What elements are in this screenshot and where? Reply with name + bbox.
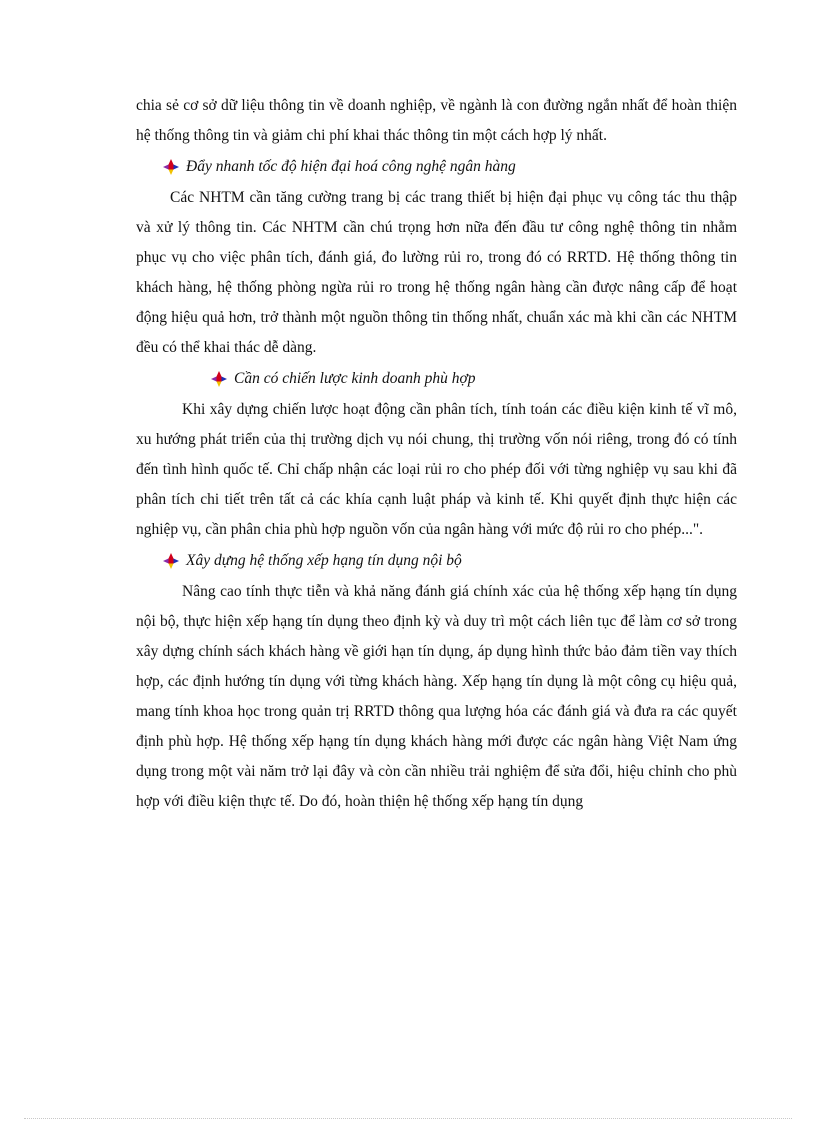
- four-color-arrow-bullet-icon: [210, 370, 228, 388]
- heading-business-strategy: [136, 364, 737, 394]
- paragraph-strategy-analysis: Khi xây dựng chiến lược hoạt động cần phân tích, tính toán các điều kiện kinh tế vĩ mô, xu hướng phát triển của thị trường dịch vụ nói chung, thị trường vốn nói riêng, trong đó có tính đến tình hình quốc tế. Chỉ chấp nhận các loại rủi ro cho phép đối với từng nghiệp vụ sau khi đã phân tích chi tiết trên tất cả các khía cạnh luật pháp và kinh tế. Khi quyết định thực hiện các nghiệp vụ, cần phân chia phù hợp nguồn vốn của ngân hàng với mức độ rủi ro cho phép...".: [136, 401, 737, 538]
- heading-text: Cần có chiến lược kinh doanh phù hợp: [234, 370, 476, 387]
- heading-internal-credit-rating: [136, 546, 737, 576]
- document-body: [136, 91, 737, 817]
- paragraph-information-sharing: chia sẻ cơ sở dữ liệu thông tin về doanh nghiệp, về ngành là con đường ngắn nhất để hoàn thiện hệ thống thông tin và giảm chi phí khai thác thông tin một cách hợp lý nhất.: [136, 97, 737, 144]
- heading-text: Đẩy nhanh tốc độ hiện đại hoá công nghệ ngân hàng: [186, 158, 516, 175]
- page-bottom-divider: [24, 1118, 792, 1119]
- paragraph-technology-investment: Các NHTM cần tăng cường trang bị các trang thiết bị hiện đại phục vụ công tác thu thập và xử lý thông tin. Các NHTM cần chú trọng hơn nữa đến đầu tư công nghệ thông tin nhằm phục vụ cho việc phân tích, đánh giá, đo lường rủi ro, trong đó có RRTD. Hệ thống thông tin khách hàng, hệ thống phòng ngừa rủi ro trong hệ thống ngân hàng cần được nâng cấp để hoạt động hiệu quả hơn, trở thành một nguồn thông tin thống nhất, chuẩn xác mà khi cần các NHTM đều có thể khai thác dễ dàng.: [136, 189, 737, 356]
- heading-technology-modernization: [136, 152, 737, 182]
- four-color-arrow-bullet-icon: [162, 158, 180, 176]
- paragraph-credit-rating: Nâng cao tính thực tiễn và khả năng đánh giá chính xác của hệ thống xếp hạng tín dụng nội bộ, thực hiện xếp hạng tín dụng theo định kỳ và duy trì một cách liên tục để làm cơ sở trong xây dựng chính sách khách hàng về giới hạn tín dụng, áp dụng hình thức bảo đảm tiền vay thích hợp, các định hướng tín dụng với từng khách hàng. Xếp hạng tín dụng là một công cụ hiệu quả, mang tính khoa học trong quản trị RRTD thông qua lượng hóa các đánh giá và đưa ra các quyết định phù hợp. Hệ thống xếp hạng tín dụng khách hàng mới được các ngân hàng Việt Nam ứng dụng trong một vài năm trở lại đây và còn cần nhiều trải nghiệm để sửa đổi, hiệu chỉnh cho phù hợp với điều kiện thực tế. Do đó, hoàn thiện hệ thống xếp hạng tín dụng: [136, 583, 737, 810]
- four-color-arrow-bullet-icon: [162, 552, 180, 570]
- heading-text: Xây dựng hệ thống xếp hạng tín dụng nội bộ: [186, 552, 462, 569]
